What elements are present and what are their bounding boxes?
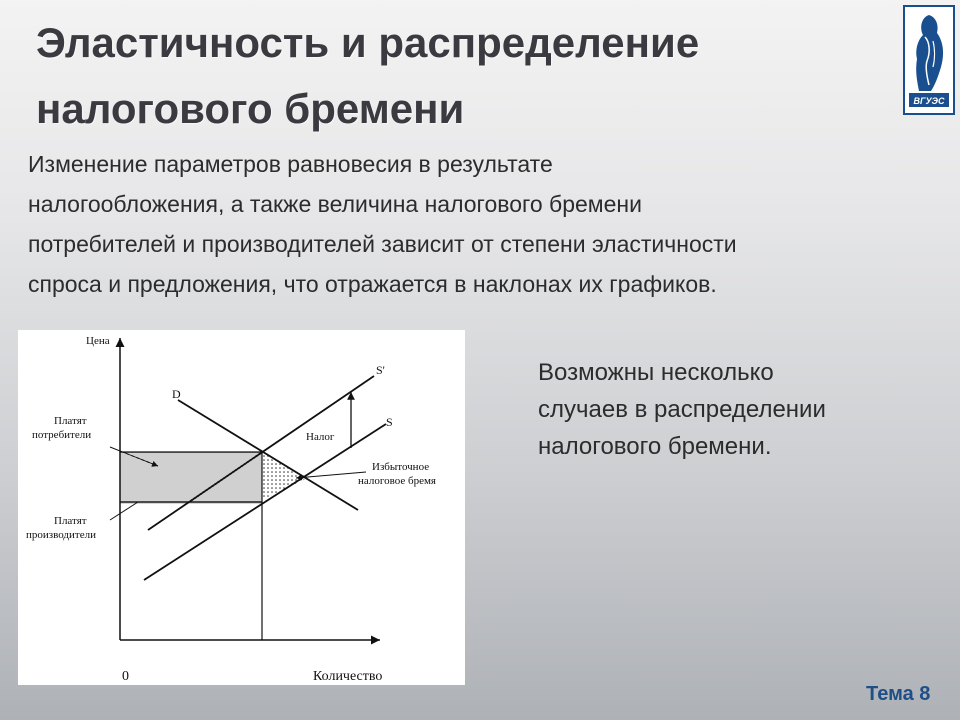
- title-line-2: налогового бремени: [36, 85, 465, 132]
- consumers-label-1: Платят: [54, 415, 87, 427]
- university-logo: [903, 5, 955, 115]
- producer-tax-area: [120, 464, 262, 504]
- origin-label: 0: [122, 669, 129, 684]
- logo-text: ВГУЭС: [913, 96, 945, 106]
- consumers-label-2: потребители: [32, 429, 92, 441]
- intro-line-1: Изменение параметров равновесия в результате: [28, 151, 553, 177]
- demand-label: D: [172, 387, 181, 401]
- producers-label-1: Платят: [54, 515, 87, 527]
- supply-label: S: [386, 415, 393, 429]
- intro-line-2: налогообложения, а также величина налогового бремени: [28, 191, 642, 217]
- side-line-1: Возможны несколько: [538, 359, 774, 386]
- tax-incidence-diagram: [18, 330, 465, 685]
- supply-shifted-label: S': [376, 363, 385, 377]
- intro-paragraph: [28, 144, 938, 304]
- producers-label-2: производители: [26, 529, 96, 541]
- title-line-1: Эластичность и распределение: [36, 19, 700, 66]
- deadweight-label-2: налоговое бремя: [358, 475, 436, 487]
- side-line-2: случаев в распределении: [538, 396, 826, 423]
- side-line-3: налогового бремени.: [538, 433, 772, 460]
- side-note: [538, 354, 918, 465]
- slide-title: [36, 10, 876, 142]
- topic-label: Тема 8: [866, 683, 931, 705]
- producers-pointer: [110, 502, 138, 520]
- intro-line-3: потребителей и производителей зависит от степени эластичности: [28, 231, 737, 257]
- deadweight-label-1: Избыточное: [372, 461, 430, 473]
- intro-line-4: спроса и предложения, что отражается в наклонах их графиков.: [28, 271, 717, 297]
- x-axis-label: Количество: [313, 669, 383, 684]
- tax-label: Налог: [306, 431, 335, 443]
- y-axis-label: Цена: [86, 335, 110, 347]
